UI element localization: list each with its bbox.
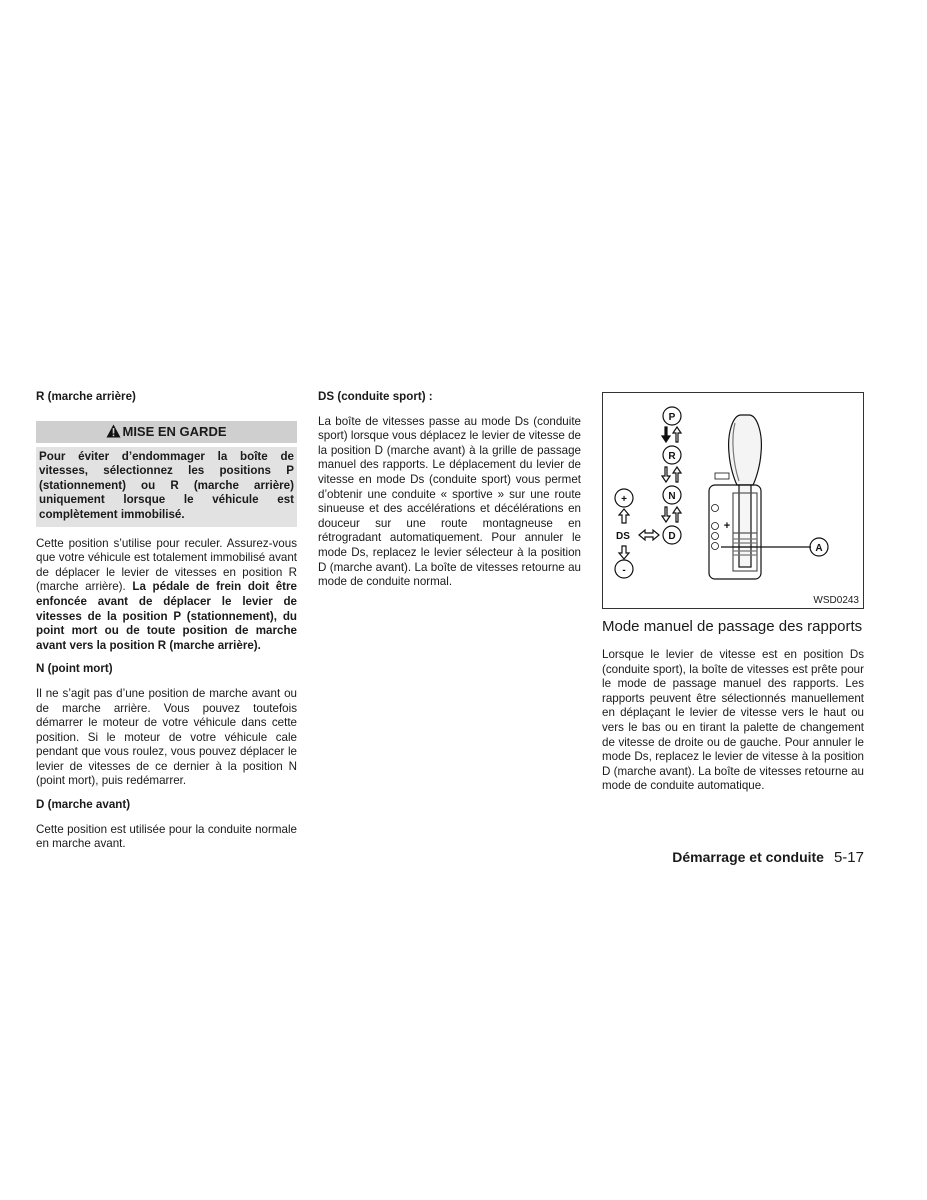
reverse-text-bold: La pédale de frein doit être enfoncée avant de déplacer le levier de vitesses de la position P (stationnement), du point mort ou de toute position de marche avant vers la position R (marche arrière). (36, 580, 297, 652)
warning-triangle-icon (106, 423, 121, 445)
gear-p-label: P (668, 412, 676, 423)
manual-mode-paragraph: Lorsque le levier de vitesse est en position Ds (conduite sport), la boîte de vitesses est prête pour le mode de passage manuel des rapports. Les rapports peuvent être sélectionnés manuellement en déplaçant le levier de vitesse vers le haut ou vers le bas ou en tirant la palette de changement de vitesse de droite ou de gauche. Pour annuler le mode Ds, replacez le levier de vitesse à la position D (marche avant). La boîte de vitesses retourne au mode de conduite automatique. (602, 648, 864, 793)
shift-diagram-svg (603, 393, 863, 608)
footer-section: Démarrage et conduite (672, 849, 824, 865)
warning-header (36, 421, 297, 443)
reverse-text: Cette position s’utilise pour reculer. Assurez-vous que votre véhicule est totalement immobilisé avant de déplacer le levier de vitesses en position R (marche arrière). (36, 536, 297, 594)
figure-code: WSD0243 (813, 595, 859, 606)
callout-a-label: A (815, 543, 823, 554)
ds-label: DS (616, 531, 630, 542)
column-middle (318, 390, 581, 599)
column-left (36, 390, 297, 861)
heading-neutral: N (point mort) (36, 662, 113, 676)
neutral-paragraph: Il ne s’agit pas d’une position de marche avant ou de marche arrière. Vous pouvez toutefois démarrer le moteur de votre véhicule dans cette position. Si le moteur de votre véhicule cale pendant que vous roulez, vous pouvez déplacer le levier de vitesses de ce dernier à la position N (point mort), puis redémarrer. (36, 686, 297, 788)
drive-paragraph: Cette position est utilisée pour la conduite normale en marche avant. (36, 822, 297, 851)
gear-n-label: N (668, 491, 676, 502)
heading-drive: D (marche avant) (36, 798, 131, 812)
plus-label: + (621, 494, 627, 505)
gate-plus-label: + (723, 520, 731, 532)
page-number: 5-17 (833, 849, 864, 866)
gear-d-label: D (668, 531, 676, 542)
page-footer (672, 848, 864, 867)
manual-mode-heading: Mode manuel de passage des rapports (602, 618, 863, 635)
reverse-paragraph (36, 537, 297, 654)
warning-text: Pour éviter d’endommager la boîte de vitesses, sélectionnez les positions P (stationnement) ou R (marche arrière) uniquement lorsque le véhicule est complètement immobilisé. (36, 447, 297, 527)
minus-label: - (622, 565, 626, 576)
warning-box (36, 421, 297, 527)
warning-title: MISE EN GARDE (122, 423, 227, 439)
heading-reverse: R (marche arrière) (36, 390, 136, 403)
column-right (602, 391, 864, 803)
heading-ds: DS (conduite sport) : (318, 390, 433, 403)
ds-paragraph: La boîte de vitesses passe au mode Ds (conduite sport) lorsque vous déplacez le levier de vitesse de la position D (marche avant) à la grille de passage manuel des rapports. Le déplacement du levier de vitesse en mode Ds (conduite sport) vous permet d’obtenir une conduite « sportive » sur une route sinueuse et des accélérations et décélérations en douceur sur une route montagneuse en rétrogradant automatiquement. Pour annuler le mode Ds, replacez le levier sélecteur à la position D (marche avant). La boîte de vitesses retourne au mode de conduite normal. (318, 414, 581, 589)
shift-lever-figure (602, 392, 864, 609)
gear-r-label: R (668, 451, 676, 462)
